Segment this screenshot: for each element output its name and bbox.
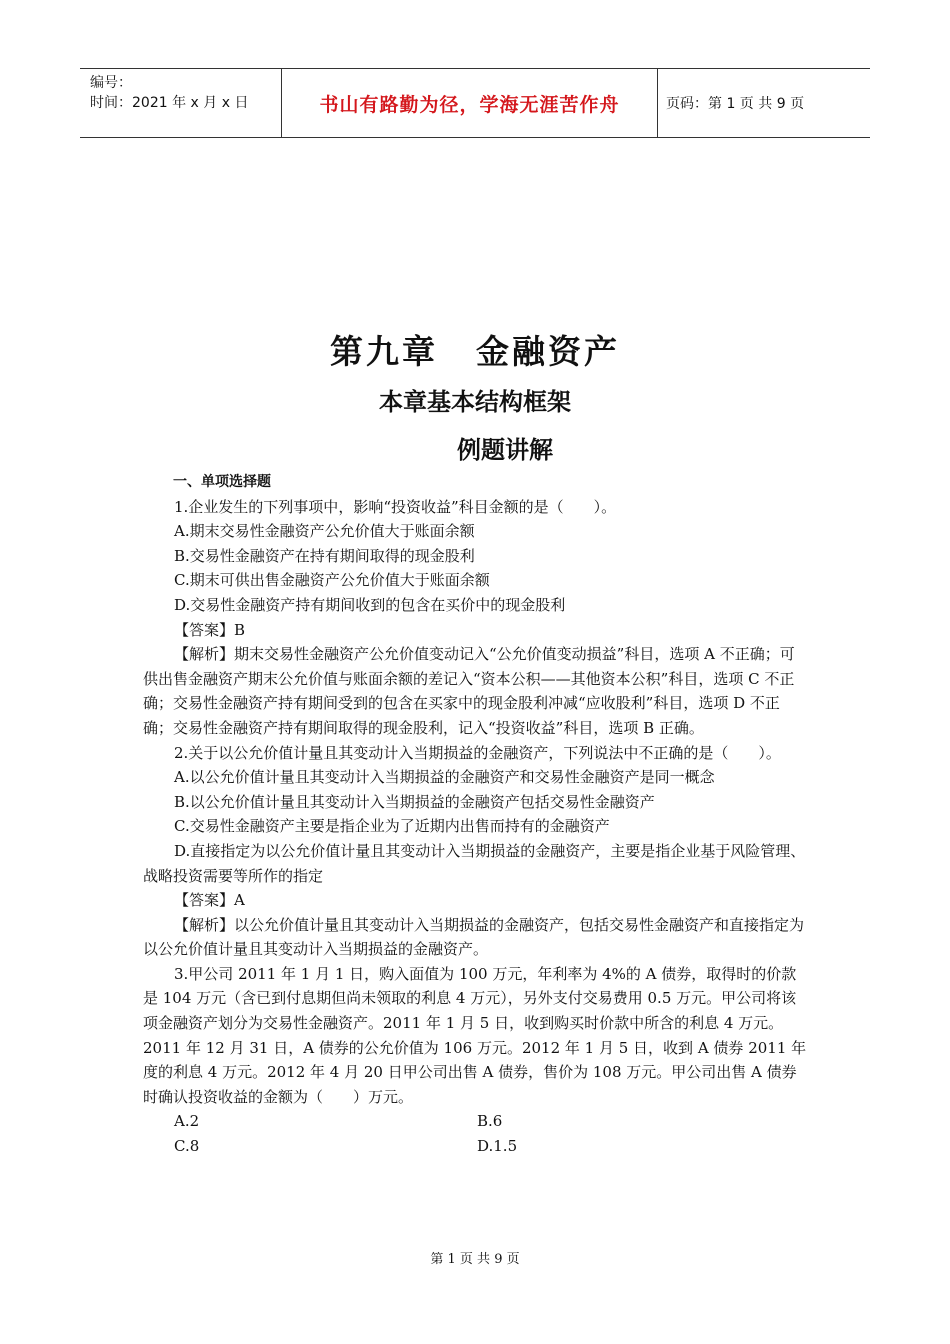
question-3-option-d: D.1.5 [477,1137,518,1156]
question-2-answer: 【答案】A [174,891,245,910]
header-motto-cell [282,69,658,137]
question-1-option-d: D.交易性金融资产持有期间收到的包含在买价中的现金股利 [174,595,566,614]
question-2-option-c: C.交易性金融资产主要是指企业为了近期内出售而持有的金融资产 [174,817,610,836]
chapter-number: 第九章 [330,332,438,371]
question-1-stem: 1.企业发生的下列事项中，影响“投资收益”科目金额的是（ ）。 [174,497,617,516]
question-3-options-row-2 [143,1134,808,1159]
question-2-option-b: B.以公允价值计量且其变动计入当期损益的金融资产包括交易性金融资产 [174,792,655,811]
question-2-analysis: 【解析】以公允价值计量且其变动计入当期损益的金融资产，包括交易性金融资产和直接指定为以公允价值计量且其变动计入当期损益的金融资产。 [143,915,805,959]
question-3-option-b: B.6 [477,1112,503,1131]
header-page-cell [658,69,870,137]
document-body [143,470,808,1159]
time-label: 时间：2021 年 x 月 x 日 [90,95,249,111]
document-header [80,68,870,138]
question-2-option-d: D.直接指定为以公允价值计量且其变动计入当期损益的金融资产，主要是指企业基于风险管理、战略投资需要等所作的指定 [143,841,806,885]
question-3-option-a: A.2 [174,1112,200,1131]
question-3-options-row-1 [143,1109,808,1134]
structure-heading: 本章基本结构框架 [379,388,571,416]
question-2-option-a: A.以公允价值计量且其变动计入当期损益的金融资产和交易性金融资产是同一概念 [174,768,715,787]
page-footer: 第 1 页 共 9 页 [430,1252,520,1267]
question-1-option-a: A.期末交易性金融资产公允价值大于账面余额 [174,522,475,541]
question-1-analysis: 【解析】期末交易性金融资产公允价值变动记入“公允价值变动损益”科目，选项 A 不正确；可供出售金融资产期末公允价值与账面余额的差记入“资本公积——其他资本公积”科目，选项 C 不正确；交易性金融资产持有期间受到的包含在买家中的现金股利冲减“应收股利”科目，选项 D 不正确；交易性金融资产持有期间取得的现金股利，记入“投资收益”科目，选项 B 正确。 [143,645,795,737]
motto-text: 书山有路勤为径，学海无涯苦作舟 [319,93,620,116]
page-code: 页码：第 1 页 共 9 页 [666,96,805,112]
question-1-option-b: B.交易性金融资产在持有期间取得的现金股利 [174,546,475,565]
examples-heading: 例题讲解 [457,436,553,464]
question-3-stem: 3.甲公司 2011 年 1 月 1 日，购入面值为 100 万元，年利率为 4%的 A 债券，取得时的价款是 104 万元（含已到付息期但尚未领取的利息 4 万元），另外支付交易费用 0.5 万元。甲公司将该项金融资产划分为交易性金融资产。2011 年 1 月 5 日，收到购买时价款中所含的利息 4 万元。2011 年 12 月 31 日，A 债券的公允价值为 106 万元。2012 年 1 月 5 日，收到 A 债券 2011 年度的利息 4 万元。2012 年 4 月 20 日甲公司出售 A 债券，售价为 108 万元。甲公司出售 A 债券时确认投资收益的金额为（ ）万元。 [143,964,807,1106]
header-meta [80,69,282,137]
question-1-answer: 【答案】B [174,620,246,639]
section-heading: 一、单项选择题 [173,474,271,490]
chapter-title [0,326,950,373]
question-3-option-c: C.8 [174,1137,200,1156]
chapter-name: 金融资产 [476,332,620,371]
number-label: 编号： [90,75,132,91]
question-1-option-c: C.期末可供出售金融资产公允价值大于账面余额 [174,571,490,590]
question-2-stem: 2.关于以公允价值计量且其变动计入当期损益的金融资产，下列说法中不正确的是（ ）。 [174,743,781,762]
